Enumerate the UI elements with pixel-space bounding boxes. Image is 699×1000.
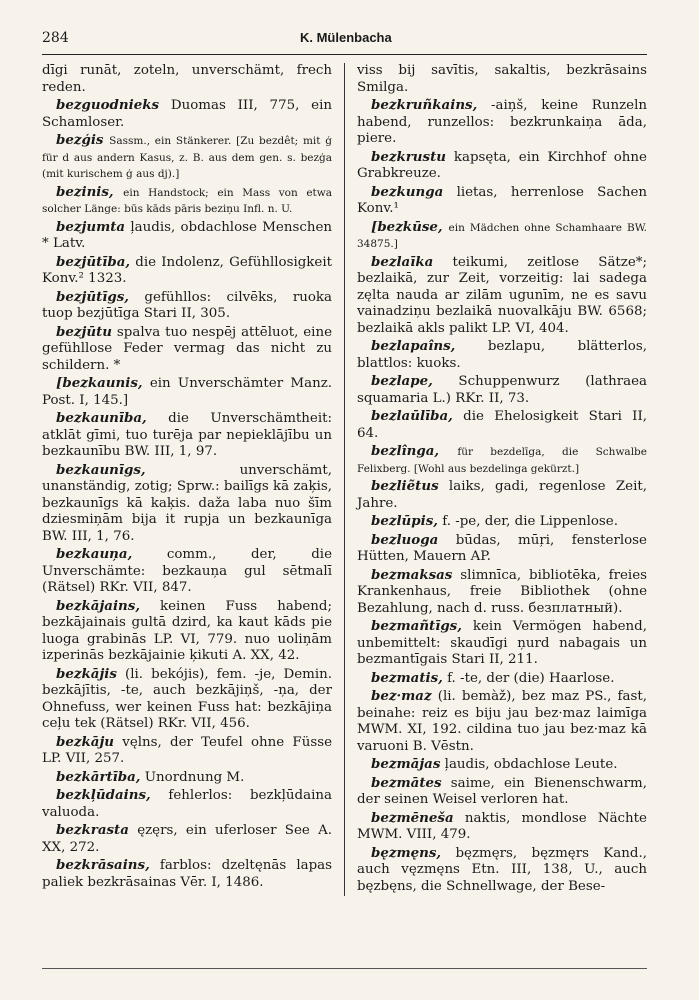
right-column: [357, 63, 647, 896]
columns: [42, 63, 647, 896]
entry-headword: bezlape,: [370, 373, 433, 389]
entry-headword: bezguodnieks: [56, 97, 160, 113]
entry-text: kein Vermögen habend, unbemittelt: skaudīgi ņurd nabagais un bezmantīgais Stari II, 211.: [356, 619, 647, 667]
dictionary-entry: [357, 618, 647, 669]
left-column: [42, 63, 332, 896]
dictionary-entry: [42, 410, 332, 461]
entry-text: teikumi, zeitlose Sätze*; bezlaikā, zur Zeit, vorzeitig: lai sadega zęlta nauda ar zilām ugunīm, ne es savu vainadziņu bezlaikā nuovalkāju BW. 6568; bezlaikā akls palikt LP. VI, 404.: [356, 254, 647, 336]
entry-headword: [bezkaunis,: [56, 375, 143, 391]
entry-headword: bezkrustu: [370, 148, 446, 165]
dictionary-entry: [357, 149, 647, 183]
page-header: [42, 30, 647, 52]
entry-text: viss bij savītis, sakaltis, bezkrāsains Smilga.: [356, 63, 647, 95]
dictionary-entry: [42, 666, 332, 733]
dictionary-entry: [42, 219, 332, 253]
entry-headword: bezjūtīgs,: [56, 288, 129, 305]
entry-headword: bezjūtība,: [56, 253, 131, 270]
dictionary-entry: [42, 546, 332, 597]
page-number: 284: [42, 30, 69, 46]
dictionary-entry: [42, 598, 332, 665]
dictionary-entry: [357, 254, 647, 338]
entry-text: būdas, mūŗi, fensterlose Hütten, Mauern AP.: [356, 532, 647, 564]
entry-headword: bezkāju: [56, 733, 115, 750]
entry-text: (li. bemàž), bez maz PS., fast, beinahe: reiz es biju jau bez·maz laimīga MWM. XI, 192. cildina tuo jau bez·maz kā varuoni B. Vēstn.: [356, 689, 647, 754]
entry-text: farblos: dzeltęnās lapas paliek bezkrāsainas Vēr. I, 1486.: [42, 858, 333, 890]
dictionary-entry: [357, 845, 647, 896]
entry-text: -aiņš, keine Runzeln habend, runzellos: bezkrunkaiņa āda, piere.: [356, 98, 647, 146]
dictionary-entry: [42, 254, 332, 288]
entry-headword: bezlūpis,: [370, 513, 438, 529]
entry-text: f. -pe, der, die Lippenlose.: [442, 514, 618, 529]
dictionary-entry: [357, 775, 647, 809]
dictionary-entry: [357, 63, 647, 96]
dictionary-entry: [42, 769, 332, 787]
entry-headword: bezjūtu: [56, 323, 112, 340]
entry-headword: bezkrāsains,: [56, 857, 150, 873]
entry-text: keinen Fuss habend; bezkājainais gultā dzird, ka kaut kāds pie luoga grabinās LP. VI, 779. nuo uoliņām izperinās bezkājainie ķikuti A. XX, 42.: [42, 598, 333, 663]
dictionary-entry: [357, 567, 647, 618]
entry-text: unverschämt, unanständig, zotig; Sprw.: bailīgs kā zaķis, bezkaunīgs kā kaķis. daža laba nuo šīm dziesmiņām bija it rupja un bezkaunīga BW. III, 1, 76.: [42, 462, 333, 544]
entry-text: vęlns, der Teufel ohne Füsse LP. VII, 257.: [42, 734, 333, 766]
entry-headword: bezlaūlība,: [370, 408, 453, 424]
dictionary-entry: [42, 787, 332, 821]
entry-text: für bezdelīga, die Schwalbe Felixberg. [Wohl aus bezdelinga gekürzt.]: [356, 446, 647, 475]
page-title: K. Mülenbacha: [299, 30, 392, 45]
entry-headword: bezmēneša: [370, 809, 454, 826]
entry-text: die Ehelosigkeit Stari II, 64.: [356, 409, 648, 441]
entry-headword: bezkruñkains,: [370, 97, 478, 113]
entry-headword: bezkļūdains,: [56, 787, 151, 803]
entry-text: laiks, gadi, regenlose Zeit, Jahre.: [356, 479, 647, 511]
entry-text: Duomas III, 775, ein Schamloser.: [42, 98, 333, 130]
entry-headword: bezmatis,: [370, 669, 443, 686]
footer-rule: [42, 968, 647, 969]
header-rule: [42, 54, 647, 55]
dictionary-entry: [357, 443, 647, 477]
entry-headword: bezkauņa,: [56, 546, 133, 562]
dictionary-entry: [357, 478, 647, 512]
entry-headword: bezlapaîns,: [370, 338, 456, 354]
entry-text: kapsęta, ein Kirchhof ohne Grabkreuze.: [356, 149, 647, 181]
entry-text: ein Unverschämter Manz. Post. I, 145.]: [42, 376, 333, 408]
entry-text: spalva tuo nespēj attēluot, eine gefühllose Feder vermag das nicht zu schildern. *: [42, 324, 333, 373]
entry-text: ein Mädchen ohne Schamhaare BW. 34875.]: [356, 221, 647, 250]
entry-text: slimnīca, bibliotēka, freies Krankenhaus, freie Bibliothek (ohne Bezahlung, nach d. russ. безплатный).: [356, 567, 647, 616]
entry-headword: bezlînga,: [370, 443, 440, 459]
dictionary-entry: [42, 324, 332, 375]
entry-text: die Indolenz, Gefühllosigkeit Konv.² 1323.: [42, 254, 332, 286]
entry-headword: bezkājis: [56, 665, 117, 682]
entry-text: die Unverschämtheit: atklāt gīmi, tuo turēja par nepieklājību un bezkaunību BW. III, 1, 97.: [42, 411, 333, 459]
entry-text: bęzmęrs, bęzmęrs Kand., auch vęzmęns Etn. III, 138, U., auch bęzbęns, die Schnellwage, der Bese-: [356, 845, 648, 894]
entry-text: gefühllos: cilvēks, ruoka tuop bezjūtīga Stari II, 305.: [42, 289, 332, 321]
dictionary-entry: [42, 375, 332, 409]
entry-text: fehlerlos: bezkļūdaina valuoda.: [42, 788, 333, 820]
dictionary-entry: [42, 132, 332, 183]
entry-text: ęzęrs, ein uferloser See A. XX, 272.: [42, 823, 333, 855]
dictionary-entry: [42, 63, 332, 96]
entry-text: saime, ein Bienenschwarm, der seinen Weisel verloren hat.: [356, 775, 647, 807]
dictionary-entry: [357, 810, 647, 844]
entry-text: naktis, mondlose Nächte MWM. VIII, 479.: [356, 810, 647, 842]
entry-headword: bezkārtība,: [56, 768, 141, 785]
entry-text: lietas, herrenlose Sachen Konv.¹: [356, 184, 647, 216]
entry-headword: bezluoga: [370, 531, 439, 548]
entry-headword: bezliẽtus: [370, 478, 439, 494]
dictionary-entry: [42, 734, 332, 768]
dictionary-entry: [42, 184, 332, 218]
entry-headword: bezkaunīgs,: [56, 461, 146, 478]
entry-text: bezlapu, blätterlos, blattlos: kuoks.: [356, 339, 647, 371]
dictionary-entry: [357, 688, 647, 755]
entry-text: (li. bekójis), fem. -je, Demin. bezkājītis, -te, auch bezkājiņš, -ņa, der Ohnefuss, wer keinen Fuss hat: bezkājiņa ceļu tek (Rätsel) RKr. VII, 456.: [42, 666, 333, 731]
dictionary-entry: [42, 857, 332, 891]
dictionary-entry: [357, 373, 647, 407]
entry-headword: bezinis,: [56, 183, 114, 200]
entry-text: Unordnung M.: [144, 769, 245, 785]
entry-text: Sassm., ein Stänkerer. [Zu bezdêt; mit ģ für d aus andern Kasus, z. B. aus dem gen. s. bezģa (mit kurischem ģ aus dj).]: [42, 135, 333, 180]
entry-text: ļaudis, obdachlose Leute.: [444, 757, 618, 772]
entry-headword: bez·maz: [370, 688, 432, 704]
dictionary-entry: [42, 289, 332, 323]
entry-headword: bezkaunība,: [56, 410, 147, 426]
entry-text: dīgi runāt, zoteln, unverschämt, frech reden.: [42, 63, 333, 95]
entry-headword: bezkunga: [370, 183, 444, 200]
entry-headword: bezmājas: [370, 756, 441, 772]
dictionary-entry: [357, 532, 647, 566]
entry-headword: bezmaksas: [370, 566, 453, 583]
dictionary-entry: [42, 822, 332, 856]
entry-headword: bezjumta: [56, 218, 126, 235]
entry-headword: bezmātes: [370, 774, 442, 791]
entry-text: f. -te, der (die) Haarlose.: [447, 670, 615, 686]
entry-headword: bezkrasta: [56, 822, 129, 838]
entry-headword: bezmañtīgs,: [370, 618, 462, 634]
dictionary-entry: [357, 756, 647, 774]
entry-text: ļaudis, obdachlose Menschen * Latv.: [42, 219, 333, 251]
dictionary-entry: [357, 513, 647, 531]
dictionary-entry: [357, 670, 647, 688]
entry-text: ein Handstock; ein Mass von etwa solcher Länge: būs kāds pāris beziņu Infl. n. U.: [42, 186, 333, 215]
entry-headword: bezlaīka: [370, 253, 434, 270]
entry-headword: bezģis: [56, 132, 104, 148]
dictionary-entry: [357, 408, 647, 442]
dictionary-entry: [357, 219, 647, 253]
entry-headword: [bezkūse,: [370, 218, 443, 235]
column-divider: [344, 63, 345, 896]
entry-headword: bęzmęns,: [370, 844, 442, 861]
entry-headword: bezkājains,: [56, 597, 140, 614]
entry-text: comm., der, die Unverschämte: bezkauņa gul sētmalī (Rätsel) RKr. VII, 847.: [42, 547, 333, 595]
dictionary-entry: [357, 184, 647, 218]
dictionary-entry: [42, 97, 332, 131]
dictionary-entry: [357, 338, 647, 372]
entry-text: Schuppenwurz (lathraea squamaria L.) RKr. II, 73.: [356, 374, 647, 406]
dictionary-entry: [357, 97, 647, 148]
dictionary-entry: [42, 462, 332, 546]
